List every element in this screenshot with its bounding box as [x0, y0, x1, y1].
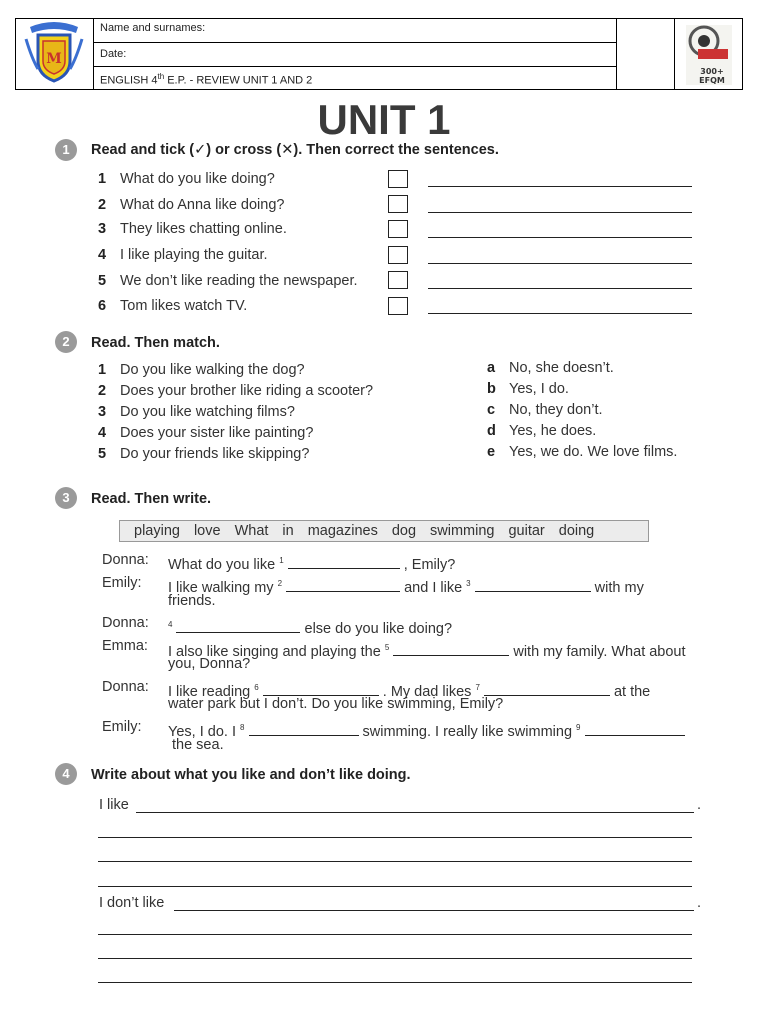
blank-8[interactable] — [249, 725, 359, 736]
correction-line-2[interactable] — [428, 212, 692, 213]
blank-1[interactable] — [288, 558, 400, 569]
s2-answer-e: e Yes, we do. We love films. — [487, 444, 678, 460]
word: What — [234, 523, 269, 539]
section-4-number: 4 — [55, 763, 77, 785]
s2-answer-c: c No, they don’t. — [487, 402, 603, 418]
writing-line[interactable] — [98, 958, 692, 959]
dialogue-line-6b: the sea. — [172, 737, 224, 753]
section-2-number: 2 — [55, 331, 77, 353]
subject-line: ENGLISH 4th E.P. - REVIEW UNIT 1 AND 2 — [100, 72, 313, 87]
dialogue-line-4b: you, Donna? — [168, 656, 251, 672]
writing-line[interactable] — [98, 837, 692, 838]
section-3-number: 3 — [55, 487, 77, 509]
end-dot: . — [697, 797, 702, 813]
writing-line[interactable] — [98, 934, 692, 935]
s1-item-2: 2 What do Anna like doing? — [98, 197, 285, 213]
writing-line[interactable] — [98, 982, 692, 983]
name-field[interactable]: Name and surnames: — [94, 19, 616, 43]
correction-line-1[interactable] — [428, 186, 692, 187]
word: dog — [391, 523, 417, 539]
svg-text:EFQM: EFQM — [699, 76, 725, 85]
i-like-label: I like — [99, 797, 129, 813]
speaker-donna: Donna: — [102, 679, 149, 695]
i-dont-like-label: I don’t like — [99, 895, 165, 911]
dialogue-line-2: I like walking my $^2$ and I like $^3$ with my — [168, 579, 644, 596]
word-bank — [119, 520, 649, 542]
grade-box[interactable] — [616, 19, 675, 89]
dialogue-line-5: I like reading $^6$ . My dad likes $^7$ at the — [168, 683, 651, 700]
word: doing — [558, 523, 595, 539]
word: guitar — [508, 523, 545, 539]
dialogue-line-6: Yes, I do. I $^8$ swimming. I really like swimming $^9$ — [168, 719, 685, 741]
efqm-logo — [674, 19, 742, 89]
correction-line-5[interactable] — [428, 288, 692, 289]
s1-item-1: 1 What do you like doing? — [98, 171, 275, 187]
word: in — [282, 523, 294, 539]
speaker-emily: Emily: — [102, 719, 142, 735]
writing-line[interactable] — [98, 886, 692, 887]
blank-5[interactable] — [393, 645, 509, 656]
blank-6[interactable] — [263, 685, 379, 696]
correction-line-6[interactable] — [428, 313, 692, 314]
s2-question-5: 5 Do your friends like skipping? — [98, 446, 310, 462]
dialogue-line-5b: water park but I don’t. Do you like swimming, Emily? — [168, 696, 504, 712]
section-1-title: Read and tick (✓) or cross (✕). Then correct the sentences. — [91, 142, 499, 158]
school-logo — [16, 19, 94, 89]
writing-line[interactable] — [98, 861, 692, 862]
blank-4[interactable] — [176, 622, 300, 633]
correction-line-4[interactable] — [428, 263, 692, 264]
s2-question-2: 2 Does your brother like riding a scooter? — [98, 383, 374, 399]
dialogue-line-1: What do you like $^1$ , Emily? — [168, 556, 456, 573]
end-dot: . — [697, 895, 702, 911]
word: love — [193, 523, 221, 539]
s2-question-1: 1 Do you like walking the dog? — [98, 362, 305, 378]
writing-line[interactable] — [136, 812, 694, 813]
word: magazines — [307, 523, 378, 539]
section-1-number: 1 — [55, 139, 77, 161]
header-table — [15, 18, 743, 90]
dialogue-line-4: I also like singing and playing the $^5$ with my family. What about — [168, 643, 686, 660]
dialogue-line-3: $^4$ else do you like doing? — [168, 620, 453, 637]
tick-box-1[interactable] — [388, 170, 408, 188]
tick-box-6[interactable] — [388, 297, 408, 315]
tick-box-3[interactable] — [388, 220, 408, 238]
s2-answer-b: b Yes, I do. — [487, 381, 569, 397]
correction-line-3[interactable] — [428, 237, 692, 238]
svg-text:M: M — [46, 51, 62, 67]
tick-box-4[interactable] — [388, 246, 408, 264]
s1-item-3: 3 They likes chatting online. — [98, 221, 287, 237]
section-2-title: Read. Then match. — [91, 335, 220, 351]
dialogue-line-2b: friends. — [168, 593, 216, 609]
s1-item-6: 6 Tom likes watch TV. — [98, 298, 248, 314]
writing-line[interactable] — [174, 910, 694, 911]
section-3-title: Read. Then write. — [91, 491, 212, 507]
word: playing — [134, 523, 180, 539]
speaker-donna: Donna: — [102, 615, 149, 631]
svg-text:300+: 300+ — [700, 67, 724, 76]
blank-2[interactable] — [286, 581, 400, 592]
speaker-emma: Emma: — [102, 638, 148, 654]
s1-item-5: 5 We don’t like reading the newspaper. — [98, 273, 358, 289]
date-field[interactable]: Date: — [94, 43, 616, 67]
tick-box-5[interactable] — [388, 271, 408, 289]
section-4-title: Write about what you like and don’t like doing. — [91, 767, 411, 783]
word: swimming — [430, 523, 495, 539]
speaker-donna: Donna: — [102, 552, 149, 568]
tick-box-2[interactable] — [388, 195, 408, 213]
s2-question-3: 3 Do you like watching films? — [98, 404, 295, 420]
page-title: UNIT 1 — [317, 96, 451, 143]
s2-answer-d: d Yes, he does. — [487, 423, 597, 439]
blank-3[interactable] — [475, 581, 591, 592]
blank-7[interactable] — [484, 685, 610, 696]
s2-answer-a: a No, she doesn’t. — [487, 360, 614, 376]
s1-item-4: 4 I like playing the guitar. — [98, 247, 268, 263]
s2-question-4: 4 Does your sister like painting? — [98, 425, 314, 441]
speaker-emily: Emily: — [102, 575, 142, 591]
blank-9[interactable] — [585, 725, 685, 736]
